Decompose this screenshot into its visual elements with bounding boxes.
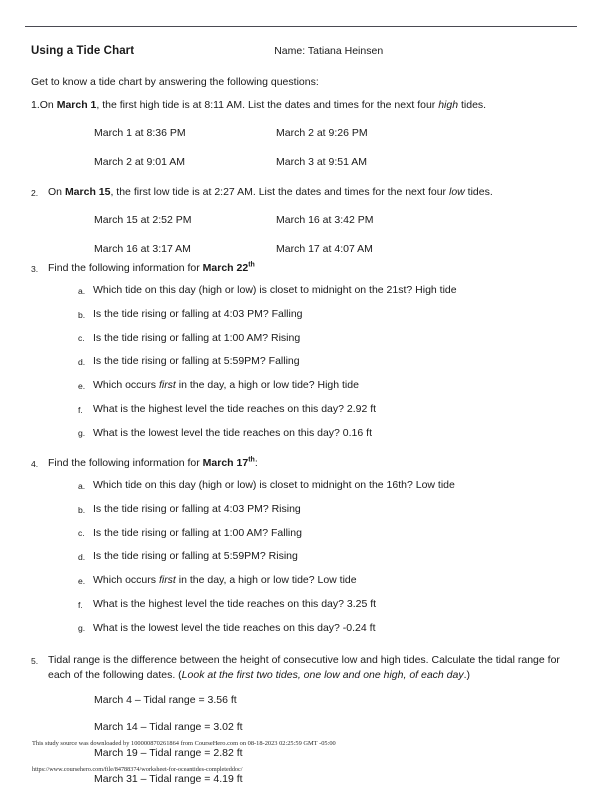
question-2-text: [48, 185, 583, 200]
question-5-text: [48, 653, 583, 683]
sub-item-text: What is the highest level the tide reaches on this day? 2.92 ft: [93, 402, 377, 415]
question-4-text: [48, 456, 583, 471]
question-1-answers: [31, 126, 583, 170]
sub-item-post: in the day, a high or low tide? High tide: [175, 379, 359, 392]
sub-item: [78, 502, 583, 517]
answer-cell: March 17 at 4:07 AM: [276, 243, 373, 256]
question-3-marker: 3.: [31, 263, 39, 274]
sub-item: [78, 307, 583, 322]
question-3-date: March 22: [202, 262, 249, 274]
answer-row: [31, 155, 583, 170]
question-5-pre: Tidal range is the difference between the height of consecutive low and high tides. Calculate the tidal range for each of the following dates. (: [48, 654, 560, 682]
question-2-mid: , the first low tide is at 2:27 AM. List the dates and times for the next four: [110, 186, 449, 198]
student-name-field: Name: Tatiana Heinsen: [274, 45, 384, 57]
question-1-pre: On: [39, 99, 57, 111]
sub-item-text: Which tide on this day (high or low) is closet to midnight on the 16th? Low tide: [93, 479, 455, 492]
question-2-emphasis: low: [448, 186, 465, 198]
sub-item-letter: a.: [78, 481, 86, 492]
header-divider: [25, 26, 577, 27]
sub-item: [78, 378, 583, 393]
sub-item: [78, 526, 583, 541]
intro-instructions: Get to know a tide chart by answering the following questions:: [31, 76, 319, 88]
question-2-post: tides.: [464, 186, 493, 198]
sub-item-text: [93, 573, 583, 588]
question-2-prompt: [31, 185, 583, 200]
sub-item: [78, 621, 583, 636]
question-3-subitems: [31, 283, 583, 441]
sub-item-letter: g.: [78, 428, 86, 439]
question-3: [31, 261, 583, 449]
question-5-post: .): [463, 669, 471, 682]
sub-item-text: Is the tide rising or falling at 1:00 AM? Falling: [93, 526, 302, 539]
sub-item-letter: d.: [78, 357, 86, 368]
sub-item-letter: g.: [78, 623, 86, 634]
answer-cell: March 3 at 9:51 AM: [276, 156, 368, 169]
question-5: [31, 653, 583, 798]
sub-item-letter: f.: [78, 404, 83, 415]
question-1-post: tides.: [458, 99, 487, 111]
question-5-prompt: [31, 653, 583, 683]
question-3-ordinal: th: [248, 261, 255, 269]
sub-item-emphasis: first: [158, 574, 176, 587]
sub-item: [78, 573, 583, 588]
sub-item-text: Which tide on this day (high or low) is closet to midnight on the 21st? High tide: [93, 284, 457, 297]
sub-item: [78, 402, 583, 417]
sub-item-text: Is the tide rising or falling at 4:03 PM? Rising: [93, 502, 301, 515]
question-1-date: March 1: [56, 99, 97, 111]
question-1: [31, 98, 583, 171]
sub-item-emphasis: first: [158, 379, 176, 392]
question-4-date: March 17: [202, 457, 249, 469]
answer-cell: March 16 at 3:17 AM: [94, 243, 191, 256]
answer-row: [31, 213, 583, 228]
tidal-range-item: March 31 – Tidal range = 4.19 ft: [94, 773, 243, 786]
sub-item-pre: Which occurs: [93, 574, 159, 587]
sub-item: [78, 283, 583, 298]
sub-item-letter: c.: [78, 333, 85, 344]
sub-item-text: Is the tide rising or falling at 5:59PM? Falling: [93, 355, 300, 368]
question-5-emphasis: Look at the first two tides, one low and one high, of each day: [181, 669, 464, 682]
sub-item-text: Is the tide rising or falling at 4:03 PM? Falling: [93, 307, 303, 320]
tidal-range-item: March 14 – Tidal range = 3.02 ft: [94, 720, 243, 733]
sub-item: [78, 426, 583, 441]
question-2-pre: On: [48, 186, 65, 198]
question-2-answers: [31, 213, 583, 257]
sub-item-letter: a.: [78, 286, 86, 297]
question-3-prompt: [31, 261, 583, 276]
question-2-marker: 2.: [31, 187, 39, 198]
question-3-pre: Find the following information for: [48, 262, 203, 274]
question-2: [31, 185, 583, 258]
question-4-prompt: [31, 456, 583, 471]
question-4-pre: Find the following information for: [48, 457, 203, 469]
answer-cell: March 15 at 2:52 PM: [94, 214, 192, 227]
sub-item-text: [93, 378, 583, 393]
answer-row: [31, 126, 583, 141]
sub-item-letter: e.: [78, 380, 86, 391]
sub-item: [78, 549, 583, 564]
sub-item-text: Is the tide rising or falling at 5:59PM? Rising: [93, 550, 298, 563]
question-1-marker: 1.: [31, 99, 40, 111]
sub-item-post: in the day, a high or low tide? Low tide: [175, 574, 357, 587]
document-header: [31, 45, 576, 57]
question-5-marker: 5.: [31, 655, 39, 666]
download-watermark: This study source was downloaded by 100000870261864 from CourseHero.com on 08-18-2023 02:25:59 GMT -05:00: [32, 740, 336, 747]
sub-item-pre: Which occurs: [93, 379, 159, 392]
tidal-range-item: March 4 – Tidal range = 3.56 ft: [94, 694, 237, 707]
sub-item: [78, 331, 583, 346]
question-4-marker: 4.: [31, 458, 39, 469]
sub-item-letter: b.: [78, 309, 86, 320]
question-4-ordinal: th: [248, 456, 255, 464]
answer-cell: March 2 at 9:26 PM: [276, 127, 368, 140]
answer-cell: March 16 at 3:42 PM: [276, 214, 374, 227]
tidal-range-item: March 19 – Tidal range = 2.82 ft: [94, 746, 243, 759]
sub-item: [78, 478, 583, 493]
sub-item: [78, 354, 583, 369]
question-4-subitems: [31, 478, 583, 636]
question-1-mid: , the first high tide is at 8:11 AM. List the dates and times for the next four: [96, 99, 439, 111]
answer-cell: March 1 at 8:36 PM: [94, 127, 186, 140]
question-4-post: :: [254, 457, 258, 469]
sub-item-letter: f.: [78, 599, 83, 610]
question-2-date: March 15: [64, 186, 111, 198]
answer-cell: March 2 at 9:01 AM: [94, 156, 186, 169]
sub-item-text: Is the tide rising or falling at 1:00 AM? Rising: [93, 331, 301, 344]
question-3-text: [48, 261, 583, 276]
answer-row: [31, 242, 583, 257]
sub-item-text: What is the lowest level the tide reaches on this day? 0.16 ft: [93, 426, 372, 439]
sub-item-letter: c.: [78, 528, 85, 539]
question-1-emphasis: high: [438, 99, 459, 111]
page-title: Using a Tide Chart: [31, 45, 135, 57]
question-4: [31, 456, 583, 644]
sub-item: [78, 597, 583, 612]
sub-item-letter: b.: [78, 504, 86, 515]
sub-item-text: What is the lowest level the tide reaches on this day? -0.24 ft: [93, 621, 376, 634]
source-url: https://www.coursehero.com/file/84788374/worksheet-for-oceantides-completeddoc/: [32, 766, 243, 773]
question-1-prompt: [31, 98, 583, 113]
sub-item-letter: e.: [78, 575, 86, 586]
sub-item-text: What is the highest level the tide reaches on this day? 3.25 ft: [93, 597, 377, 610]
sub-item-letter: d.: [78, 552, 86, 563]
